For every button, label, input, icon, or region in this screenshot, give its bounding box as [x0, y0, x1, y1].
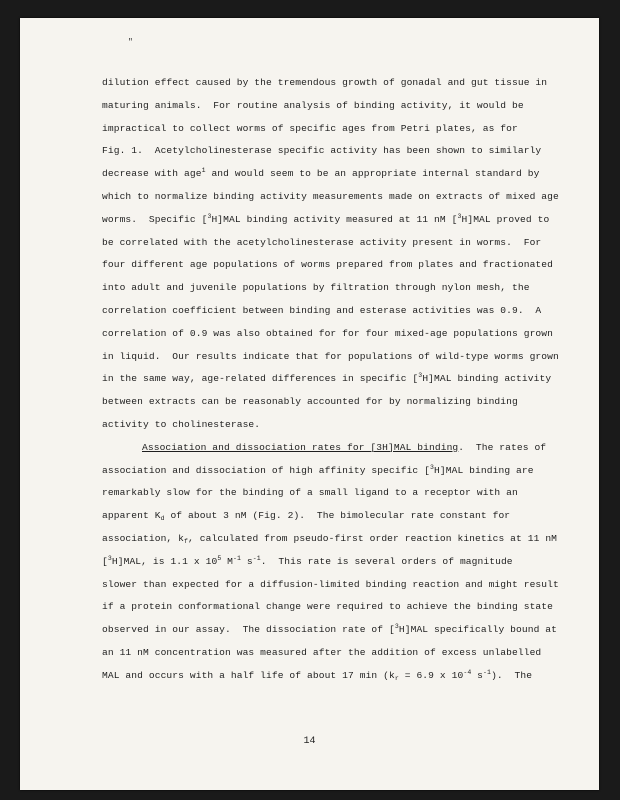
text-line: association and dissociation of high affinity specific [$^3$H]MAL binding are	[102, 463, 534, 476]
text-line: observed in our assay. The dissociation rate of [$^3$H]MAL specifically bound at	[102, 623, 558, 636]
text-line: if a protein conformational change were required to achieve the binding state	[102, 601, 554, 613]
text-line: between extracts can be reasonably accounted for by normalizing binding	[102, 396, 518, 408]
section-heading: Association and dissociation rates for [3H]MAL binding	[142, 441, 459, 453]
text-line: remarkably slow for the binding of a small ligand to a receptor with an	[102, 487, 518, 499]
text-line: in the same way, age-related differences in specific [$^3$H]MAL binding activity	[102, 372, 552, 385]
text-line: into adult and juvenile populations by filtration through nylon mesh, the	[102, 282, 530, 294]
text-line: association, $k_f$, calculated from pseudo-first order reaction kinetics at 11 nM	[102, 532, 558, 545]
text-line: impractical to collect worms of specific ages from Petri plates, as for	[102, 122, 518, 134]
text-line: an 11 nM concentration was measured after the addition of excess unlabelled	[102, 646, 542, 658]
text-line: decrease with age$^1$ and would seem to be an appropriate internal standard by	[102, 167, 540, 180]
text-line: four different age populations of worms prepared from plates and fractionated	[102, 259, 554, 271]
text-line: slower than expected for a diffusion-limited binding reaction and might result	[102, 578, 559, 590]
page-number: 14	[303, 736, 316, 747]
text-line: maturing animals. For routine analysis of binding activity, it would be	[102, 99, 524, 111]
text-line: activity to cholinesterase.	[102, 418, 261, 430]
text-line: correlation of 0.9 was also obtained for for four mixed-age populations grown	[102, 327, 554, 339]
text-line: which to normalize binding activity measurements made on extracts of mixed age	[102, 190, 559, 202]
body-text	[102, 72, 562, 688]
stray-mark: "	[128, 38, 133, 47]
text-line: apparent $K_d$ of about 3 nM (Fig. 2). The bimolecular rate constant for	[102, 510, 511, 523]
text-line: correlation coefficient between binding and esterase activities was 0.9. A	[102, 304, 542, 316]
text-line: worms. Specific [$^3$H]MAL binding activity measured at 11 nM [$^3$H]MAL proved to	[102, 212, 550, 225]
text-line: be correlated with the acetylcholinesterase activity present in worms. For	[102, 236, 542, 248]
text-line: dilution effect caused by the tremendous growth of gonadal and gut tissue in	[102, 77, 548, 88]
text-line: MAL and occurs with a half life of about 17 $\min (k_r = 6.9$ x $10^{-4}$ $s^{-1}$). The	[102, 668, 533, 682]
text-line: in liquid. Our results indicate that for populations of wild-type worms grown	[102, 350, 559, 362]
document-page	[20, 18, 599, 790]
text-line: [$^3$H]MAL, is 1.1 x $10^5$ $M^{-1}$ $s^{-1}$. This rate is several orders of magnitude	[102, 554, 513, 567]
section-heading-line: Association and dissociation rates for [3H]MAL binding. The rates of	[142, 441, 547, 453]
text-line: Fig. 1. Acetylcholinesterase specific activity has been shown to similarly	[102, 145, 542, 157]
